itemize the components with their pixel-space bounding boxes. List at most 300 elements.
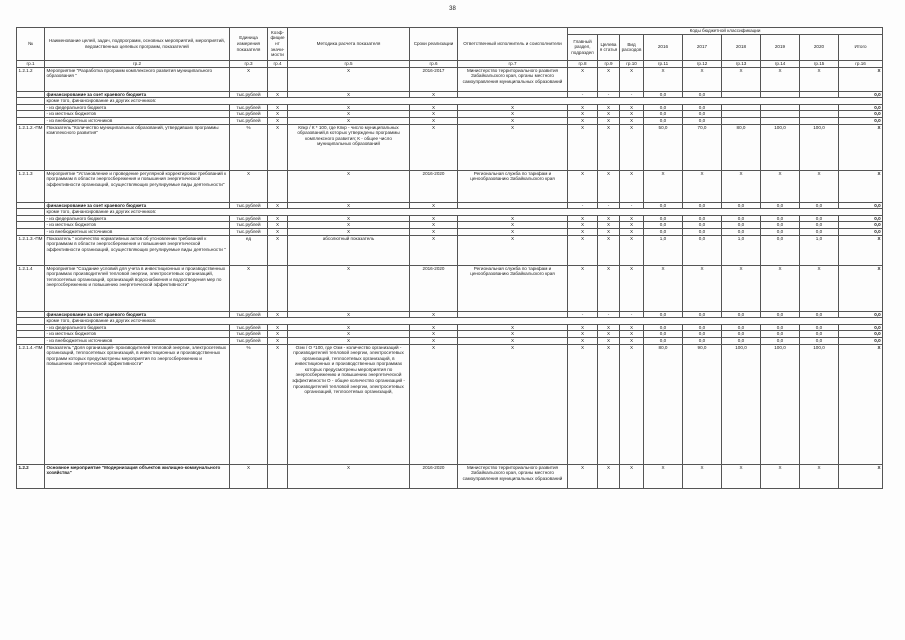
cell-unit: тыс.рублей [230,117,268,124]
cell-article: Х [598,170,620,202]
gr-cell: гр.2 [45,60,230,67]
cell-exp: Х [620,331,644,338]
header-executor: Ответственный исполнитель и соисполнители [458,28,568,61]
header-total: Итого [839,34,883,60]
gr-cell: гр.1 [17,60,45,67]
cell-y2018: 0,0 [722,202,761,209]
cell-total: Х [839,235,883,265]
gr-cell: гр.15 [800,60,839,67]
cell-y2016: Х [644,265,683,311]
cell-name: Мероприятие "Установление и проведение регулярной корректировки требований к программам в области энергосбережения и повышения энергетической эффективности организаций, осуществляющих регулируемые виды деятельности" [45,170,230,202]
cell-coef: Х [268,222,288,229]
source-row [17,324,883,331]
cell-num [17,331,45,338]
cell-article: - [598,311,620,318]
cell-y2020: Х [800,170,839,202]
cell-unit: Х [230,67,268,91]
cell-y2016: 0,0 [644,311,683,318]
cell-method: Х [288,91,410,98]
cell-executor: Министерство территориального развития Забайкальского края, органы местного самоуправления муниципальных образований [458,67,568,91]
cell-executor: Х [458,215,568,222]
cell-executor: Х [458,235,568,265]
cell-executor: Х [458,337,568,344]
header-exp: Вид расходов [620,34,644,60]
cell-method: Х [288,337,410,344]
cell-terms: Х [410,228,458,235]
cell-chief: - [568,311,598,318]
cell-terms: 2016-2020 [410,464,458,488]
gr-cell: гр.8 [568,60,598,67]
cell-method: Оэм / О *100, где Оэм - количество организаций - производителей тепловой энергии, электросетевых организаций, теплосетевых организаций, в инвестиционных и производственных программах которых предусмотрены мероприятия по энергосбережению и повышению энергетической эффективности О - общее количество организаций - производителей тепловой энергии, электросетевых организаций, теплосетевых организаций, [288,344,410,464]
cell-y2019: Х [761,67,800,91]
page-number: 38 [449,6,456,12]
cell-chief: Х [568,104,598,111]
main-event-row [17,464,883,488]
cell-num [17,222,45,229]
cell-num [17,111,45,118]
cell-total: Х [839,124,883,170]
cell-name: - из внебюджетных источников [45,117,230,124]
cell-total: 0,0 [839,215,883,222]
cell-chief: - [568,202,598,209]
cell-y2017: 0,0 [683,117,722,124]
cell-num [17,228,45,235]
column-number-row [17,60,883,67]
cell-name: финансирование за счет краевого бюджета [45,91,230,98]
cell-unit: тыс.рублей [230,311,268,318]
cell-y2019: 0,0 [761,222,800,229]
cell-y2018: Х [722,67,761,91]
cell-exp: - [620,202,644,209]
cell-total: 0,0 [839,117,883,124]
cell-executor: Х [458,331,568,338]
gr-cell: гр.10 [620,60,644,67]
cell-chief: - [568,91,598,98]
cell-coef: Х [268,324,288,331]
cell-y2020: 100,0 [800,124,839,170]
cell-coef: Х [268,344,288,464]
cell-method: Х [288,104,410,111]
cell-y2020: 100,0 [800,344,839,464]
cell-unit: тыс.рублей [230,337,268,344]
cell-num: 1.2.2 [17,464,45,488]
cell-exp: Х [620,124,644,170]
cell-unit: % [230,124,268,170]
source-row [17,215,883,222]
cell-executor: Х [458,117,568,124]
cell-exp: Х [620,215,644,222]
cell-article: Х [598,464,620,488]
cell-num [17,209,45,216]
cell-y2017: 0,0 [683,228,722,235]
cell-y2017: 0,0 [683,215,722,222]
cell-coef: Х [268,311,288,318]
cell-num [17,311,45,318]
source-row [17,331,883,338]
header-name: Наименование целей, задач, подпрограмм, основных мероприятий, мероприятий, ведомственных целевых программ, показателей [45,28,230,61]
cell-total: 0,0 [839,311,883,318]
cell-name: - из внебюджетных источников [45,228,230,235]
cell-coef: Х [268,111,288,118]
cell-article: Х [598,124,620,170]
event-row [17,170,883,202]
cell-y2018: 1,0 [722,235,761,265]
cell-y2017: 0,0 [683,311,722,318]
cell-chief: Х [568,222,598,229]
cell-unit: тыс.рублей [230,228,268,235]
cell-name: - из внебюджетных источников [45,337,230,344]
cell-name: - из федерального бюджета [45,215,230,222]
cell-y2020: 0,0 [800,337,839,344]
cell-y2019: 0,0 [761,337,800,344]
cell-chief: Х [568,344,598,464]
cell-coef [268,170,288,202]
program-table [16,27,883,489]
cell-y2019: 0,0 [761,311,800,318]
cell-y2020: 0,0 [800,324,839,331]
cell-y2018: Х [722,265,761,311]
cell-executor: Региональная служба по тарифам и ценообразованию Забайкальского края [458,265,568,311]
cell-y2019 [761,117,800,124]
header-2019: 2019 [761,34,800,60]
cell-num: 1.2.1.4.-ПМ [17,344,45,464]
cell-article: Х [598,228,620,235]
cell-executor: Х [458,228,568,235]
cell-method: Х [288,67,410,91]
cell-total: 0,0 [839,202,883,209]
cell-chief: Х [568,324,598,331]
cell-y2016: 80,0 [644,344,683,464]
cell-num: 1.2.1.3 [17,170,45,202]
cell-executor: Х [458,324,568,331]
cell-exp: Х [620,170,644,202]
cell-exp: Х [620,117,644,124]
cell-chief: Х [568,67,598,91]
cell-executor: Х [458,104,568,111]
source-row [17,104,883,111]
gr-cell: гр.4 [268,60,288,67]
cell-terms: Х [410,215,458,222]
cell-chief: Х [568,228,598,235]
cell-y2017: 0,0 [683,202,722,209]
cell-terms: 2016-2017 [410,67,458,91]
cell-coef: Х [268,117,288,124]
cell-coef: Х [268,215,288,222]
cell-name: финансирование за счет краевого бюджета [45,311,230,318]
cell-unit: ед [230,235,268,265]
cell-article: Х [598,111,620,118]
cell-y2018: 0,0 [722,311,761,318]
cell-y2020: 0,0 [800,228,839,235]
gr-cell: гр.14 [761,60,800,67]
cell-y2019: 0,0 [761,331,800,338]
cell-unit: тыс.рублей [230,215,268,222]
cell-coef [268,265,288,311]
cell-chief: Х [568,235,598,265]
gr-cell: гр.5 [288,60,410,67]
cell-unit: Х [230,464,268,488]
cell-y2016: 0,0 [644,111,683,118]
cell-coef: Х [268,235,288,265]
header-coef: Коэф-фициент значи-мости [268,28,288,61]
cell-y2018: Х [722,464,761,488]
cell-y2016: 0,0 [644,228,683,235]
cell-y2017: 0,0 [683,331,722,338]
cell-y2016: Х [644,464,683,488]
cell-chief: Х [568,215,598,222]
cell-y2017: 0,0 [683,222,722,229]
cell-executor [458,311,568,318]
cell-num [17,91,45,98]
cell-num [17,337,45,344]
cell-terms: Х [410,124,458,170]
cell-y2020 [800,117,839,124]
cell-y2016: 0,0 [644,215,683,222]
cell-exp: Х [620,324,644,331]
cell-num [17,318,45,325]
cell-y2020: Х [800,67,839,91]
cell-executor: Х [458,124,568,170]
cell-article: Х [598,265,620,311]
cell-y2018: 0,0 [722,331,761,338]
cell-name: кроме того, финансирование из других источников: [45,209,883,216]
cell-y2016: 0,0 [644,337,683,344]
cell-chief: Х [568,464,598,488]
gr-cell: гр.6 [410,60,458,67]
cell-y2019: 0,0 [761,228,800,235]
cell-executor [458,202,568,209]
cell-num: 1.2.1.2 [17,67,45,91]
cell-terms: Х [410,91,458,98]
cell-y2016: 0,0 [644,91,683,98]
cell-y2020 [800,104,839,111]
cell-terms: Х [410,337,458,344]
cell-num [17,104,45,111]
cell-num: 1.2.1.4 [17,265,45,311]
cell-name: Мероприятие "Разработка программ комплексного развития муниципального образования " [45,67,230,91]
cell-exp: Х [620,111,644,118]
cell-y2019: 0,0 [761,202,800,209]
cell-exp: - [620,91,644,98]
gr-cell: гр.13 [722,60,761,67]
indicator-row [17,235,883,265]
header-2016: 2016 [644,34,683,60]
cell-coef: Х [268,337,288,344]
cell-name: - из местных бюджетов [45,111,230,118]
header-chief: Главный раздел, подраздел [568,34,598,60]
cell-y2018: 0,0 [722,222,761,229]
cell-total: Х [839,265,883,311]
cell-total: 0,0 [839,228,883,235]
cell-chief: Х [568,331,598,338]
cell-article: Х [598,215,620,222]
cell-total: Х [839,344,883,464]
cell-chief: Х [568,337,598,344]
cell-total: 0,0 [839,324,883,331]
cell-terms: Х [410,202,458,209]
cell-y2020: 0,0 [800,202,839,209]
cell-y2019: 0,0 [761,215,800,222]
cell-name: Мероприятие "Создание условий для учета в инвестиционных и производственных программах производителей тепловой энергии, электросетевых организаций, теплосетевых организаций, организаций водоснабжения и водоотведения мер по энергосбережению и повышению энергетической эффективности" [45,265,230,311]
cell-y2020 [800,111,839,118]
cell-y2019: Х [761,265,800,311]
cell-name: Показатель "Доля организаций- производителей тепловой энергии, электросетевых организаций, теплосетевых организаций, в инвестиционных и производственных программ которых предусмотрены мероприятия по энергосбережению и повышению энергетической эффективности" [45,344,230,464]
cell-y2017: Х [683,265,722,311]
cell-coef: Х [268,331,288,338]
cell-name: Показатель " количество нормативных актов об утсновлении требований к программам в области энергосбережения и повышения энергетической эффективности организаций, осуществляющих регулируемые виды деятельности " [45,235,230,265]
cell-coef: Х [268,202,288,209]
cell-unit: тыс.рублей [230,91,268,98]
cell-coef [268,67,288,91]
cell-y2018: 100,0 [722,344,761,464]
cell-y2018 [722,104,761,111]
funding-row [17,91,883,98]
cell-total: Х [839,464,883,488]
cell-y2020: 0,0 [800,215,839,222]
cell-method: Х [288,202,410,209]
cell-terms: Х [410,324,458,331]
cell-y2017: 0,0 [683,111,722,118]
cell-unit: тыс.рублей [230,104,268,111]
cell-unit: тыс.рублей [230,324,268,331]
cell-terms: Х [410,344,458,464]
table-body [17,60,883,488]
cell-y2018 [722,91,761,98]
cell-exp: Х [620,464,644,488]
cell-executor: Х [458,344,568,464]
cell-coef: Х [268,104,288,111]
cell-total: 0,0 [839,331,883,338]
cell-num [17,215,45,222]
cell-article: Х [598,117,620,124]
cell-exp: Х [620,265,644,311]
cell-chief: Х [568,117,598,124]
cell-method: Х [288,265,410,311]
cell-total: 0,0 [839,111,883,118]
source-row [17,117,883,124]
header-num: № [17,28,45,61]
cell-executor: Х [458,111,568,118]
cell-method: абсолютный показатель [288,235,410,265]
cell-article: - [598,202,620,209]
other-sources-row [17,318,883,325]
cell-total: 0,0 [839,222,883,229]
cell-num [17,324,45,331]
cell-y2017: Х [683,170,722,202]
gr-cell: гр.11 [644,60,683,67]
cell-y2020: 0,0 [800,311,839,318]
cell-executor: Х [458,222,568,229]
cell-num [17,202,45,209]
cell-coef: Х [268,124,288,170]
header-unit: Единица измерения показателя [230,28,268,61]
cell-y2017: Х [683,464,722,488]
cell-y2017: 0,0 [683,235,722,265]
cell-executor: Министерство территориального развития Забайкальского края, органы местного самоуправления муниципальных образований [458,464,568,488]
cell-y2016: Х [644,67,683,91]
cell-y2019: Х [761,464,800,488]
cell-article: - [598,91,620,98]
cell-method: Х [288,117,410,124]
cell-exp: Х [620,104,644,111]
indicator-row [17,124,883,170]
cell-method: Х [288,464,410,488]
cell-y2017: 70,0 [683,124,722,170]
cell-unit: % [230,344,268,464]
cell-y2019: 0,0 [761,324,800,331]
cell-exp: Х [620,235,644,265]
cell-num [17,117,45,124]
cell-name: - из местных бюджетов [45,222,230,229]
cell-y2020: 0,0 [800,331,839,338]
cell-y2018: 0,0 [722,228,761,235]
cell-y2018 [722,111,761,118]
cell-coef [268,464,288,488]
cell-total: 0,0 [839,91,883,98]
cell-chief: Х [568,124,598,170]
cell-terms: 2016-2020 [410,265,458,311]
cell-name: кроме того, финансирование из других источников: [45,98,883,105]
cell-name: - из местных бюджетов [45,331,230,338]
cell-y2018: 0,0 [722,337,761,344]
cell-name: - из федерального бюджета [45,104,230,111]
cell-exp: Х [620,228,644,235]
cell-method: Кпкр / К * 100, где Кпкр - число муниципальных образований,в которых утверждены программы комплексного развития; К - общее число муниципальных образований [288,124,410,170]
cell-exp: Х [620,344,644,464]
cell-y2020: Х [800,265,839,311]
cell-y2017: 0,0 [683,324,722,331]
cell-exp: Х [620,67,644,91]
cell-y2016: 0,0 [644,324,683,331]
cell-y2020: 1,0 [800,235,839,265]
cell-method: Х [288,215,410,222]
cell-chief: Х [568,170,598,202]
cell-y2016: 0,0 [644,104,683,111]
cell-y2018: 0,0 [722,215,761,222]
cell-y2016: 0,0 [644,222,683,229]
cell-unit: тыс.рублей [230,111,268,118]
cell-y2017: Х [683,67,722,91]
funding-row [17,311,883,318]
cell-y2016: 50,0 [644,124,683,170]
header-budget-codes: Коды бюджетной классификации [568,28,883,35]
cell-total: 0,0 [839,337,883,344]
cell-chief: Х [568,111,598,118]
cell-y2019: 100,0 [761,124,800,170]
cell-num: 1.2.1.2.-ПМ [17,124,45,170]
event-row [17,67,883,91]
cell-terms: 2016-2020 [410,170,458,202]
cell-total: 0,0 [839,104,883,111]
cell-total: Х [839,67,883,91]
header-2017: 2017 [683,34,722,60]
cell-y2020: 0,0 [800,222,839,229]
cell-y2019 [761,104,800,111]
cell-executor: Региональная служба по тарифам и ценообразованию Забайкальского края [458,170,568,202]
cell-method: Х [288,222,410,229]
cell-article: Х [598,104,620,111]
other-sources-row [17,209,883,216]
cell-y2019 [761,91,800,98]
header-2018: 2018 [722,34,761,60]
cell-coef: Х [268,228,288,235]
cell-y2018: Х [722,170,761,202]
gr-cell: гр.12 [683,60,722,67]
cell-num: 1.2.1.3.-ПМ [17,235,45,265]
cell-name: финансирование за счет краевого бюджета [45,202,230,209]
cell-terms: Х [410,111,458,118]
cell-method: Х [288,331,410,338]
